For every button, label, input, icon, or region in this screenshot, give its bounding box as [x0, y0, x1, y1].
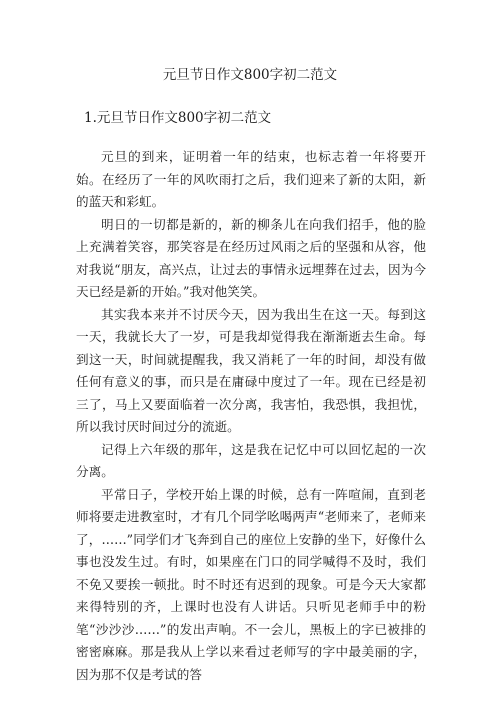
paragraph: 记得上六年级的那年，这是我在记忆中可以回忆起的一次分离。 — [76, 441, 426, 479]
paragraph: 元旦的到来，证明着一年的结束，也标志着一年将要开始。在经历了一年的风吹雨打之后，我们迎来了新的太阳，新的蓝天和彩虹。 — [76, 149, 426, 209]
paragraph: 其实我本来并不讨厌今天，因为我出生在这一天。每到这一天，我就长大了一岁，可是我却觉得我在渐渐逝去生命。每到这一天，时间就提醒我，我又消耗了一年的时间，却没有做任何有意义的事，而只是在庸碌中度过了一年。现在已经是初三了，马上又要面临着一次分离，我害怕，我恐惧，我担忧，所以我讨厌时间过分的流逝。 — [76, 306, 426, 434]
paragraph: 平常日子，学校开始上课的时候，总有一阵喧闹，直到老师将要走进教室时，才有几个同学吆喝两声“老师来了，老师来了，……”同学们才飞奔到自己的座位上安静的坐下，好像什么事也没发生过。有时，如果座在门口的同学喊得不及时，我们不免又要挨一顿批。时不时还有迟到的现象。可是今天大家都来得特别的齐，上课时也没有人讲话。只听见老师手中的粉笔“沙沙沙……”的发出声响。不一会儿，黑板上的字已被排的密密麻麻。那是我从上学以来看过老师写的字中最美丽的字，因为那不仅是考试的答 — [76, 486, 426, 682]
paragraph: 明日的一切都是新的，新的柳条儿在向我们招手，他的脸上充满着笑容，那笑容是在经历过风雨之后的坚强和从容，他对我说“朋友，高兴点，让过去的事情永远埋葬在过去，因为今天已经是新的开始。”我对他笑笑。 — [76, 216, 426, 299]
section-heading: 1.元旦节日作文800字初二范文 — [84, 110, 272, 126]
document-title: 元旦节日作文800字初二范文 — [162, 67, 338, 83]
article-body — [76, 146, 426, 686]
